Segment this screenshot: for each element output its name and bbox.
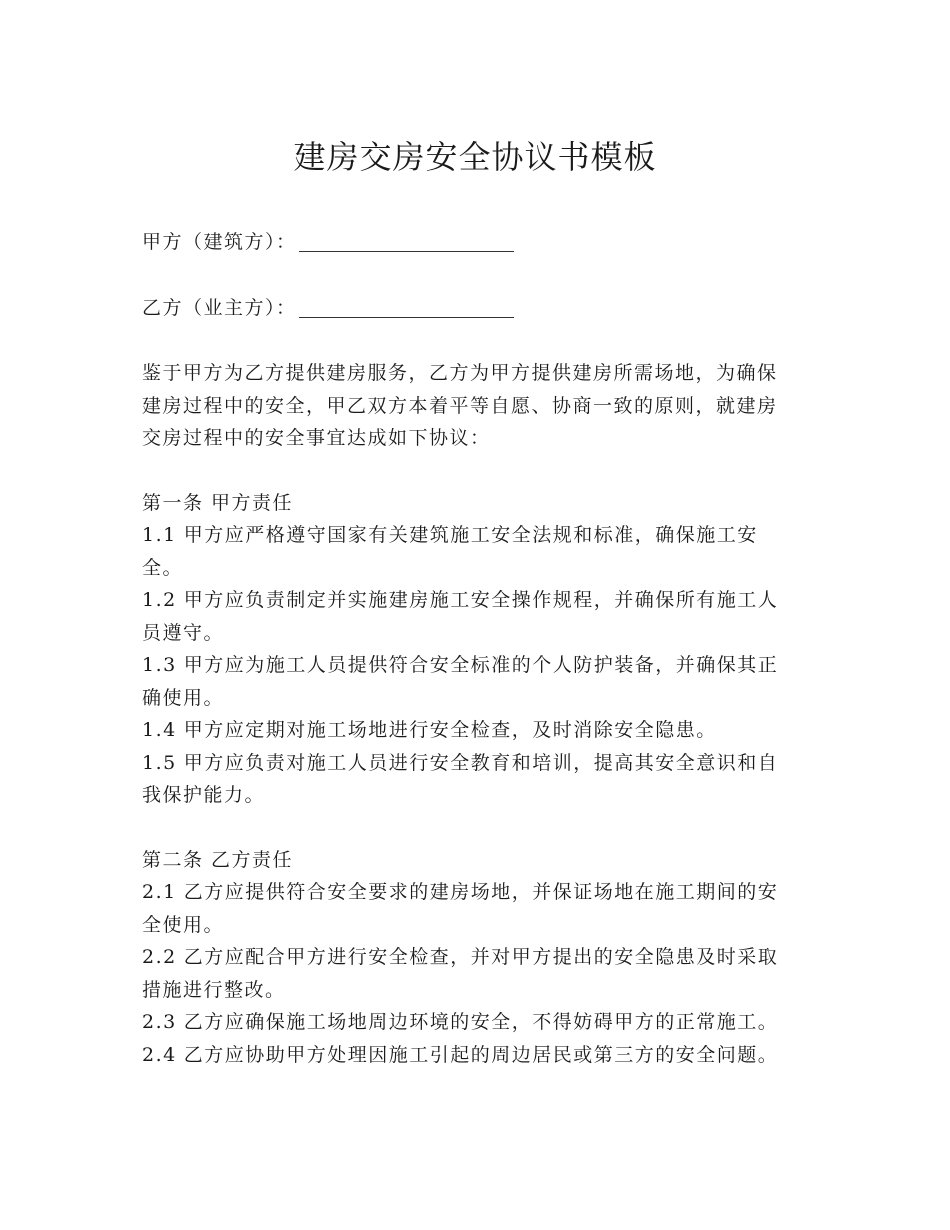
- clause-number: 2.2: [142, 946, 177, 968]
- party-a-label: 甲方（建筑方）：: [142, 231, 297, 253]
- clause-item: [142, 747, 797, 812]
- party-b-blank: [299, 297, 514, 318]
- clause-text: 甲方应负责制定并实施建房施工安全操作规程，并确保所有施工人员遵守。: [142, 589, 779, 644]
- clause-number: 2.3: [142, 1011, 177, 1033]
- clause-number: 1.5: [142, 751, 177, 774]
- clause-text: 乙方应协助甲方处理因施工引起的周边居民或第三方的安全问题。: [183, 1043, 779, 1066]
- section-heading: 第二条 乙方责任: [142, 848, 294, 871]
- party-b-line: [142, 292, 842, 325]
- clause-number: 1.1: [142, 524, 177, 546]
- clause-item: [142, 519, 797, 584]
- clause-text: 乙方应确保施工场地周边环境的安全，不得妨碍甲方的正常施工。: [183, 1011, 779, 1033]
- clause-text: 甲方应负责对施工人员进行安全教育和培训，提高其安全意识和自我保护能力。: [142, 751, 779, 806]
- clause-number: 1.3: [142, 654, 177, 676]
- clause-item: [142, 876, 797, 941]
- section-party-b-duties: [142, 844, 842, 1072]
- party-a-blank: [299, 231, 514, 252]
- clause-text: 乙方应提供符合安全要求的建房场地，并保证场地在施工期间的安全使用。: [142, 881, 779, 936]
- clause-number: 2.1: [142, 881, 177, 903]
- party-b-label: 乙方（业主方）：: [142, 296, 297, 319]
- clause-text: 甲方应为施工人员提供符合安全标准的个人防护装备，并确保其正确使用。: [142, 654, 779, 709]
- clause-item: [142, 1039, 842, 1072]
- intro-paragraph: 鉴于甲方为乙方提供建房服务，乙方为甲方提供建房所需场地，为确保建房过程中的安全，甲乙双方本着平等自愿、协商一致的原则，就建房交房过程中的安全事宜达成如下协议：: [142, 362, 778, 449]
- section-party-a-duties: [142, 487, 842, 812]
- party-a-line: [142, 226, 842, 259]
- clause-text: 甲方应定期对施工场地进行安全检查，及时消除安全隐患。: [183, 719, 717, 741]
- document-title: 建房交房安全协议书模板: [293, 138, 657, 176]
- clause-item: [142, 649, 797, 714]
- clause-text: 乙方应配合甲方进行安全检查，并对甲方提出的安全隐患及时采取措施进行整改。: [142, 946, 779, 1001]
- clause-number: 1.2: [142, 589, 177, 611]
- clause-item: [142, 1006, 842, 1039]
- clause-text: 甲方应严格遵守国家有关建筑施工安全法规和标准，确保施工安全。: [142, 524, 758, 579]
- section-heading: 第一条 甲方责任: [142, 491, 294, 514]
- clause-number: 1.4: [142, 719, 177, 741]
- clause-item: [142, 584, 797, 649]
- clause-number: 2.4: [142, 1043, 177, 1066]
- clause-item: [142, 714, 797, 747]
- document-body: [142, 226, 842, 1103]
- clause-item: [142, 941, 797, 1006]
